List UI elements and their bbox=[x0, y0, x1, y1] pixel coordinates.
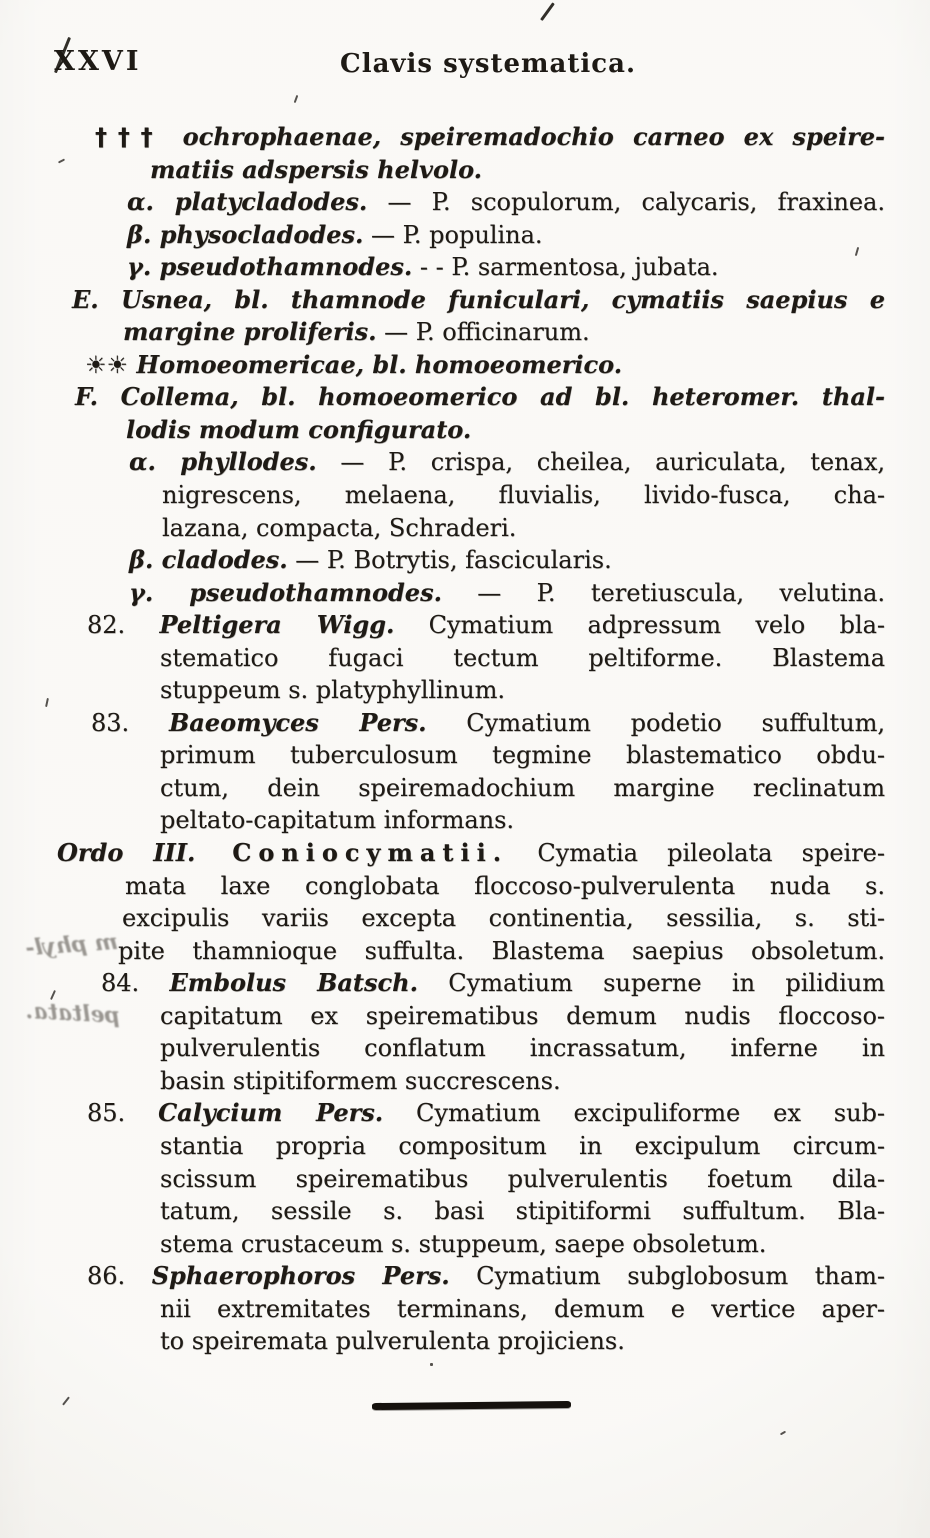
text-segment: ctum, dein speiremadochium margine reclinatum bbox=[160, 773, 885, 802]
text-segment: α. phyllodes. bbox=[129, 447, 317, 477]
running-title: Clavis systematica. bbox=[340, 49, 636, 79]
text-segment: Homoeomericae, bl. homoeomerico. bbox=[136, 349, 623, 379]
text-segment: F. Collema, bl. homoeomerico ad bl. heteromer. thal- bbox=[75, 382, 885, 412]
text-segment: 82. bbox=[87, 611, 160, 640]
text-line bbox=[57, 479, 885, 512]
text-segment: Embolus Batsch. bbox=[169, 968, 418, 998]
text-segment: to speiremata pulverulenta projiciens. bbox=[160, 1327, 625, 1356]
text-line bbox=[57, 446, 885, 479]
text-segment: Ordo III. bbox=[57, 838, 196, 868]
text-line bbox=[57, 870, 885, 903]
text-segment: γ. pseudothamnodes. bbox=[127, 252, 413, 282]
text-segment: — P. populina. bbox=[363, 220, 543, 249]
text-segment: γ. pseudothamnodes. bbox=[129, 577, 442, 607]
text-line bbox=[57, 1032, 885, 1065]
text-line bbox=[57, 1130, 885, 1163]
text-line bbox=[57, 219, 885, 252]
text-line bbox=[57, 642, 885, 675]
text-segment: mata laxe conglobata floccoso-pulverulenta nuda s. bbox=[125, 871, 885, 900]
text-line bbox=[57, 577, 885, 610]
text-segment: peltato-capitatum informans. bbox=[160, 806, 515, 835]
text-segment: Cymatium adpressum velo bla- bbox=[394, 611, 885, 640]
text-line bbox=[57, 284, 885, 317]
text-line bbox=[57, 121, 885, 154]
text-segment: ochrophaenae, speiremadochio carneo ex speire- bbox=[182, 122, 885, 151]
symbol-glyphs: ☀☀ bbox=[85, 350, 137, 379]
text-segment: 85. bbox=[87, 1099, 159, 1128]
text-line bbox=[57, 967, 885, 1000]
text-line bbox=[57, 902, 885, 935]
text-segment: scissum speirematibus pulverulentis foetum dila- bbox=[160, 1164, 885, 1193]
text-segment: 84. bbox=[101, 969, 170, 998]
text-line bbox=[57, 251, 885, 284]
text-segment: Cymatia pileolata speire- bbox=[508, 839, 885, 868]
text-line bbox=[57, 1097, 885, 1130]
text-segment: Calycium Pers. bbox=[158, 1098, 384, 1128]
ink-speck bbox=[62, 1396, 70, 1405]
text-line bbox=[57, 772, 885, 805]
symbol-glyphs: ††† bbox=[95, 123, 183, 151]
text-segment: — P. crispa, cheilea, auriculata, tenax, bbox=[316, 448, 885, 477]
text-line bbox=[57, 1293, 885, 1326]
text-line bbox=[57, 935, 885, 968]
text-line bbox=[57, 414, 885, 447]
text-segment: Cymatium subglobosum tham- bbox=[449, 1262, 886, 1291]
ink-speck bbox=[430, 1363, 433, 1366]
text-line bbox=[57, 186, 885, 219]
text-line bbox=[57, 707, 885, 740]
text-line bbox=[57, 1260, 885, 1293]
text-line bbox=[57, 1195, 885, 1228]
text-line bbox=[57, 512, 885, 545]
text-segment: stuppeum s. platyphyllinum. bbox=[160, 676, 506, 705]
text-segment: — P. teretiuscula, velutina. bbox=[441, 578, 885, 607]
text-line bbox=[57, 316, 885, 349]
text-segment: stematico fugaci tectum peltiforme. Blastema bbox=[160, 643, 885, 672]
text-line bbox=[57, 1228, 885, 1261]
text-line bbox=[57, 837, 885, 870]
text-segment: pite thamnioque suffulta. Blastema saepius obsoletum. bbox=[118, 936, 885, 965]
text-line bbox=[57, 674, 885, 707]
text-segment: Baeomyces Pers. bbox=[168, 707, 427, 737]
text-segment: nii extremitates terminans, demum e vertice aper- bbox=[160, 1294, 885, 1323]
text-line bbox=[57, 1000, 885, 1033]
text-line bbox=[57, 154, 885, 187]
text-segment: pulverulentis conflatum incrassatum, inferne in bbox=[160, 1034, 885, 1063]
text-line bbox=[57, 609, 885, 642]
text-segment: 83. bbox=[91, 708, 169, 737]
text-segment: Cymatium podetio suffultum, bbox=[426, 708, 885, 737]
text-line bbox=[57, 804, 885, 837]
text-segment: Peltigera Wigg. bbox=[159, 610, 395, 640]
text-segment: — P. officinarum. bbox=[376, 318, 590, 347]
text-line bbox=[57, 1325, 885, 1358]
text-line bbox=[57, 544, 885, 577]
text-segment: matiis adspersis helvolo. bbox=[150, 154, 483, 184]
text-segment: α. platycladodes. bbox=[127, 187, 368, 217]
text-segment: stema crustaceum s. stuppeum, saepe obsoletum. bbox=[160, 1229, 767, 1258]
ink-speck bbox=[45, 698, 49, 707]
text-segment: capitatum ex speirematibus demum nudis floccoso- bbox=[160, 1001, 885, 1030]
text-segment: primum tuberculosum tegmine blastematico obdu- bbox=[160, 741, 885, 770]
text-segment: β. physocladodes. bbox=[127, 219, 364, 249]
text-line bbox=[57, 1163, 885, 1196]
text-segment: Cymatium superne in pilidium bbox=[417, 969, 886, 998]
text-line bbox=[57, 381, 885, 414]
text-segment: Cymatium excipuliforme ex sub- bbox=[383, 1099, 886, 1128]
text-segment: lazana, compacta, Schraderi. bbox=[162, 513, 517, 542]
text-segment: stantia propria compositum in excipulum circum- bbox=[160, 1131, 885, 1160]
text-segment: excipulis variis excepta continentia, sessilia, s. sti- bbox=[122, 904, 885, 933]
text-segment: Coniocymatii. bbox=[195, 838, 509, 868]
page-number: XXVI bbox=[54, 46, 142, 77]
text-segment: nigrescens, melaena, fluvialis, livido-fusca, cha- bbox=[162, 481, 885, 510]
text-segment: Sphaerophoros Pers. bbox=[151, 1261, 450, 1291]
text-line bbox=[57, 349, 885, 382]
text-segment: 86. bbox=[87, 1262, 152, 1291]
text-segment: — P. Botrytis, fascicularis. bbox=[287, 546, 612, 575]
pen-stroke bbox=[540, 2, 554, 20]
text-segment: margine proliferis. bbox=[123, 317, 377, 347]
text-segment: — P. scopulorum, calycaris, fraxinea. bbox=[367, 188, 885, 217]
text-segment: basin stipitiformem succrescens. bbox=[160, 1066, 561, 1095]
show-through-fragment: peltata. bbox=[25, 998, 121, 1029]
text-segment: β. cladodes. bbox=[129, 545, 288, 575]
text-segment: - - P. sarmentosa, jubata. bbox=[412, 253, 719, 282]
text-segment: lodis modum configurato. bbox=[126, 414, 472, 444]
text-line bbox=[57, 739, 885, 772]
text-block bbox=[57, 121, 885, 1358]
ink-speck bbox=[780, 1431, 786, 1436]
text-segment: E. Usnea, bl. thamnode funiculari, cymatiis saepius e bbox=[72, 284, 885, 314]
text-segment: tatum, sessile s. basi stipitiformi suffultum. Bla- bbox=[160, 1197, 885, 1226]
text-line bbox=[57, 1065, 885, 1098]
show-through-fragment: m phyl- bbox=[24, 928, 119, 962]
ink-speck bbox=[294, 95, 299, 103]
section-end-rule bbox=[372, 1401, 571, 1410]
